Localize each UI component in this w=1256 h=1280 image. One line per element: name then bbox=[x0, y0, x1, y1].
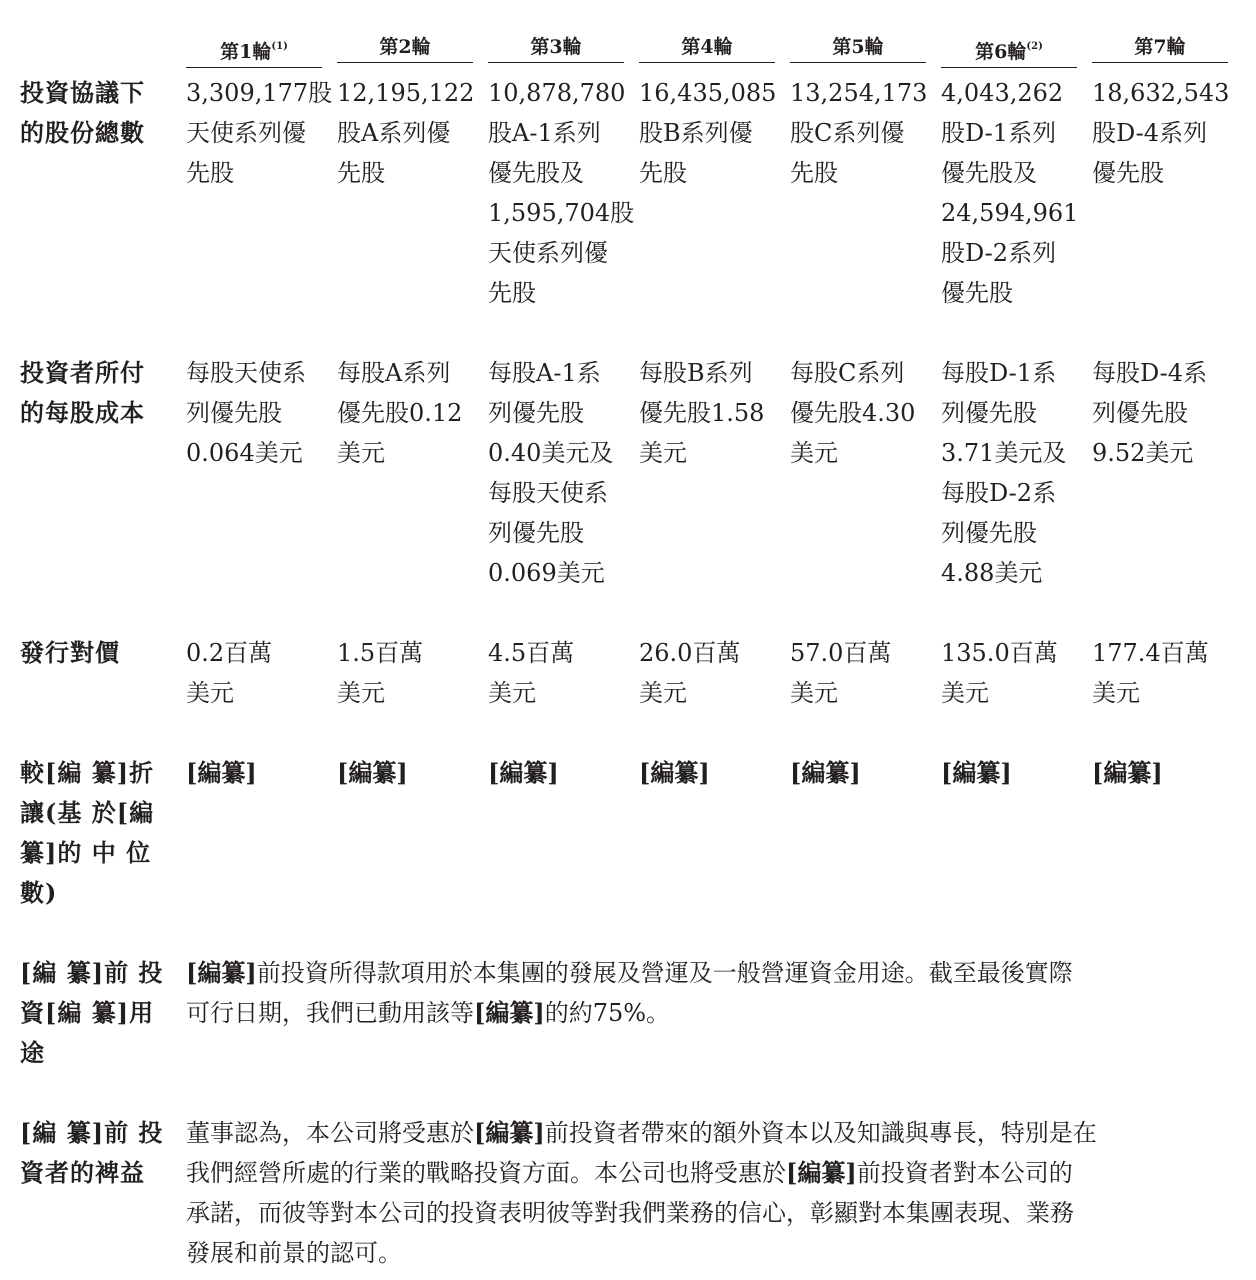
paragraph-line bbox=[186, 1113, 1226, 1153]
column-header-round-7 bbox=[1092, 34, 1228, 63]
redacted-marker: [編纂] bbox=[474, 1118, 545, 1147]
cell-line: 優先股 bbox=[1092, 159, 1164, 187]
cell-line: 列優先股 bbox=[488, 399, 584, 427]
cell-line: 天使系列優 bbox=[488, 239, 608, 267]
cell-line: 3,309,177股 bbox=[186, 79, 333, 107]
row-label-line: 較[編 纂]折 bbox=[20, 758, 155, 787]
benefits-paragraph bbox=[186, 1113, 1226, 1273]
cell-line: 美元 bbox=[941, 679, 989, 707]
cell-cost-round-2 bbox=[337, 353, 479, 473]
cell-line: [編纂] bbox=[1092, 758, 1163, 787]
cell-line: 57.0百萬 bbox=[790, 639, 892, 667]
paragraph-line bbox=[186, 1233, 1226, 1273]
paragraph-line bbox=[186, 1193, 1226, 1233]
column-header-round-5 bbox=[790, 34, 926, 63]
cell-line: 優先股1.58 bbox=[639, 399, 765, 427]
paragraph-text: 前投資者對本公司的 bbox=[856, 1159, 1073, 1187]
cell-line: 26.0百萬 bbox=[639, 639, 741, 667]
cell-line: 4.88美元 bbox=[941, 559, 1043, 587]
row-label-benefits bbox=[20, 1113, 164, 1193]
cell-consideration-round-2 bbox=[337, 633, 479, 713]
cell-line: 列優先股 bbox=[186, 399, 282, 427]
cell-cost-round-5 bbox=[790, 353, 932, 473]
cell-discount-round-7 bbox=[1092, 753, 1234, 793]
cell-line: [編纂] bbox=[337, 758, 408, 787]
cell-line: 0.2百萬 bbox=[186, 639, 273, 667]
cell-line: 美元 bbox=[186, 679, 234, 707]
column-header-round-3 bbox=[488, 34, 624, 63]
paragraph-text: 我們經營所處的行業的戰略投資方面。本公司也將受惠於 bbox=[186, 1159, 786, 1187]
row-label-line: 資者的裨益 bbox=[20, 1158, 145, 1187]
cell-line: 優先股及 bbox=[488, 159, 584, 187]
cell-shares-round-1 bbox=[186, 73, 333, 193]
cell-shares-round-5 bbox=[790, 73, 932, 193]
paragraph-text: 前投資所得款項用於本集團的發展及營運及一般營運資金用途。截至最後實際 bbox=[256, 959, 1073, 987]
cell-line: 每股D-1系 bbox=[941, 359, 1057, 387]
cell-line: 每股D-4系 bbox=[1092, 359, 1208, 387]
cell-line: 3.71美元及 bbox=[941, 439, 1067, 467]
column-header-label: 第4輪 bbox=[681, 36, 733, 58]
cell-line: 9.52美元 bbox=[1092, 439, 1194, 467]
cell-cost-round-7 bbox=[1092, 353, 1234, 473]
cell-line: 先股 bbox=[790, 159, 838, 187]
column-header-label: 第5輪 bbox=[832, 36, 884, 58]
column-header-label: 第6輪 bbox=[975, 41, 1027, 63]
cell-line: [編纂] bbox=[941, 758, 1012, 787]
cell-line: 列優先股 bbox=[941, 399, 1037, 427]
row-label-cost bbox=[20, 353, 158, 433]
cell-line: 1,595,704股 bbox=[488, 199, 635, 227]
cell-line: 135.0百萬 bbox=[941, 639, 1058, 667]
row-label-shares bbox=[20, 73, 158, 153]
paragraph-text: 可行日期，我們已動用該等 bbox=[186, 999, 474, 1027]
cell-line: 0.064美元 bbox=[186, 439, 303, 467]
cell-line: 4,043,262 bbox=[941, 79, 1064, 107]
cell-line: 股A系列優 bbox=[337, 119, 451, 147]
cell-cost-round-6 bbox=[941, 353, 1083, 593]
cell-discount-round-6 bbox=[941, 753, 1083, 793]
row-label-line: 讓(基 於[編 bbox=[20, 798, 155, 827]
column-header-round-1 bbox=[186, 34, 322, 68]
cell-line: 0.069美元 bbox=[488, 559, 605, 587]
cell-line: 天使系列優 bbox=[186, 119, 306, 147]
cell-line: 24,594,961 bbox=[941, 199, 1079, 227]
row-label-consideration bbox=[20, 633, 158, 673]
cell-line: [編纂] bbox=[639, 758, 710, 787]
row-label-line: 投資協議下 bbox=[20, 78, 145, 107]
redacted-marker: [編纂] bbox=[186, 958, 257, 987]
row-label-line: [編 纂]前 投 bbox=[20, 958, 164, 987]
row-label-line: 途 bbox=[20, 1038, 45, 1067]
cell-line: 12,195,122 bbox=[337, 79, 475, 107]
redacted-marker: [編纂] bbox=[786, 1158, 857, 1187]
cell-line: 先股 bbox=[337, 159, 385, 187]
row-label-line: 發行對價 bbox=[20, 638, 120, 667]
cell-line: [編纂] bbox=[790, 758, 861, 787]
cell-line: 股D-1系列 bbox=[941, 119, 1057, 147]
cell-line: 股D-2系列 bbox=[941, 239, 1057, 267]
column-header-round-4 bbox=[639, 34, 775, 63]
cell-line: 每股B系列 bbox=[639, 359, 753, 387]
cell-line: 優先股0.12 bbox=[337, 399, 463, 427]
cell-discount-round-5 bbox=[790, 753, 932, 793]
paragraph-text: 發展和前景的認可。 bbox=[186, 1239, 402, 1267]
cell-shares-round-2 bbox=[337, 73, 479, 193]
paragraph-line bbox=[186, 953, 1226, 993]
paragraph-text: 董事認為，本公司將受惠於 bbox=[186, 1119, 474, 1147]
paragraph-line bbox=[186, 993, 1226, 1033]
footnote-marker: (2) bbox=[1026, 41, 1043, 52]
cell-consideration-round-3 bbox=[488, 633, 630, 713]
row-label-line: 的每股成本 bbox=[20, 398, 145, 427]
column-header-label: 第2輪 bbox=[379, 36, 431, 58]
cell-line: 16,435,085 bbox=[639, 79, 777, 107]
cell-cost-round-1 bbox=[186, 353, 328, 473]
use-of-proceeds-paragraph bbox=[186, 953, 1226, 1033]
cell-line: 股D-4系列 bbox=[1092, 119, 1208, 147]
cell-line: 美元 bbox=[337, 439, 385, 467]
row-label-line: 的股份總數 bbox=[20, 118, 145, 147]
cell-line: 優先股4.30 bbox=[790, 399, 916, 427]
cell-line: 1.5百萬 bbox=[337, 639, 424, 667]
cell-shares-round-4 bbox=[639, 73, 781, 193]
cell-line: 177.4百萬 bbox=[1092, 639, 1209, 667]
row-label-line: 數) bbox=[20, 878, 58, 907]
footnote-marker: (1) bbox=[271, 41, 288, 52]
row-label-discount bbox=[20, 753, 158, 913]
cell-line: 美元 bbox=[639, 439, 687, 467]
column-header-label: 第1輪 bbox=[220, 41, 272, 63]
cell-line: [編纂] bbox=[186, 758, 257, 787]
row-label-line: 投資者所付 bbox=[20, 358, 145, 387]
cell-shares-round-6 bbox=[941, 73, 1083, 313]
cell-consideration-round-4 bbox=[639, 633, 781, 713]
cell-line: 優先股及 bbox=[941, 159, 1037, 187]
paragraph-text: 承諾，而彼等對本公司的投資表明彼等對我們業務的信心，彰顯對本集團表現、業務 bbox=[186, 1199, 1074, 1227]
cell-line: 10,878,780 bbox=[488, 79, 626, 107]
cell-line: 0.40美元及 bbox=[488, 439, 614, 467]
cell-line: [編纂] bbox=[488, 758, 559, 787]
cell-line: 美元 bbox=[337, 679, 385, 707]
cell-cost-round-4 bbox=[639, 353, 781, 473]
column-header-label: 第7輪 bbox=[1134, 36, 1186, 58]
cell-line: 先股 bbox=[639, 159, 687, 187]
cell-consideration-round-1 bbox=[186, 633, 328, 713]
cell-line: 每股天使系 bbox=[186, 359, 306, 387]
paragraph-text: 的約75%。 bbox=[544, 999, 671, 1027]
cell-line: 每股A系列 bbox=[337, 359, 451, 387]
cell-shares-round-3 bbox=[488, 73, 635, 313]
cell-discount-round-2 bbox=[337, 753, 479, 793]
cell-line: 列優先股 bbox=[488, 519, 584, 547]
cell-line: 列優先股 bbox=[1092, 399, 1188, 427]
cell-line: 先股 bbox=[186, 159, 234, 187]
cell-line: 美元 bbox=[488, 679, 536, 707]
cell-line: 列優先股 bbox=[941, 519, 1037, 547]
row-label-line: 資[編 纂]用 bbox=[20, 998, 155, 1027]
cell-line: 18,632,543 bbox=[1092, 79, 1230, 107]
cell-discount-round-3 bbox=[488, 753, 630, 793]
cell-line: 股A-1系列 bbox=[488, 119, 601, 147]
cell-line: 股C系列優 bbox=[790, 119, 905, 147]
cell-line: 美元 bbox=[790, 439, 838, 467]
cell-line: 股B系列優 bbox=[639, 119, 753, 147]
cell-consideration-round-7 bbox=[1092, 633, 1234, 713]
cell-cost-round-3 bbox=[488, 353, 630, 593]
row-label-use-of-proceeds bbox=[20, 953, 164, 1073]
cell-consideration-round-6 bbox=[941, 633, 1083, 713]
column-header-label: 第3輪 bbox=[530, 36, 582, 58]
cell-line: 每股D-2系 bbox=[941, 479, 1057, 507]
row-label-line: [編 纂]前 投 bbox=[20, 1118, 164, 1147]
cell-line: 優先股 bbox=[941, 279, 1013, 307]
cell-line: 美元 bbox=[1092, 679, 1140, 707]
cell-discount-round-1 bbox=[186, 753, 328, 793]
redacted-marker: [編纂] bbox=[474, 998, 545, 1027]
cell-line: 每股C系列 bbox=[790, 359, 905, 387]
cell-line: 13,254,173 bbox=[790, 79, 928, 107]
paragraph-line bbox=[186, 1153, 1226, 1193]
cell-line: 先股 bbox=[488, 279, 536, 307]
column-header-round-2 bbox=[337, 34, 473, 63]
cell-consideration-round-5 bbox=[790, 633, 932, 713]
cell-discount-round-4 bbox=[639, 753, 781, 793]
paragraph-text: 前投資者帶來的額外資本以及知識與專長，特別是在 bbox=[544, 1119, 1097, 1147]
column-header-round-6 bbox=[941, 34, 1077, 68]
cell-line: 4.5百萬 bbox=[488, 639, 575, 667]
cell-line: 每股A-1系 bbox=[488, 359, 601, 387]
cell-line: 美元 bbox=[790, 679, 838, 707]
cell-shares-round-7 bbox=[1092, 73, 1234, 193]
row-label-line: 纂]的 中 位 bbox=[20, 838, 152, 867]
cell-line: 每股天使系 bbox=[488, 479, 608, 507]
cell-line: 美元 bbox=[639, 679, 687, 707]
